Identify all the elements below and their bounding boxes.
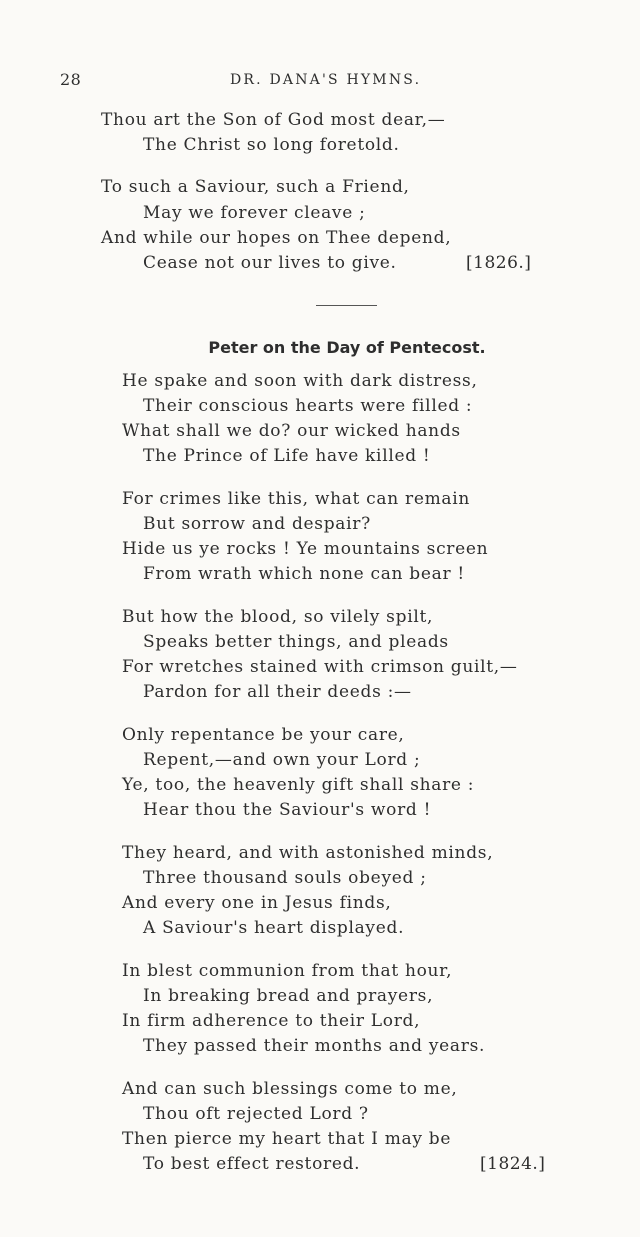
verse-line: Thou oft rejected Lord ? [143, 1104, 369, 1124]
section-divider [316, 305, 377, 306]
verse-line: In firm adherence to their Lord, [122, 1011, 421, 1031]
verse-line: For crimes like this, what can remain [122, 489, 471, 509]
running-head: DR. DANA'S HYMNS. [230, 72, 422, 88]
verse-line: He spake and soon with dark distress, [122, 371, 478, 391]
verse-line: To such a Saviour, such a Friend, [101, 177, 410, 197]
verse-line: They passed their months and years. [143, 1036, 486, 1056]
hymn-title: Peter on the Day of Pentecost. [208, 338, 486, 357]
verse-line: Ye, too, the heavenly gift shall share : [122, 775, 475, 795]
verse-line: They heard, and with astonished minds, [122, 843, 494, 863]
verse-line: Their conscious hearts were filled : [143, 396, 473, 416]
verse-line: To best effect restored. [143, 1154, 361, 1174]
verse-line: In blest communion from that hour, [122, 961, 453, 981]
verse-line: Hide us ye rocks ! Ye mountains screen [122, 539, 489, 559]
verse-line: What shall we do? our wicked hands [122, 421, 461, 441]
verse-line: Speaks better things, and pleads [143, 632, 449, 652]
verse-line: Cease not our lives to give. [143, 253, 397, 273]
verse-line: But sorrow and despair? [143, 514, 371, 534]
verse-line: Thou art the Son of God most dear,— [101, 110, 446, 130]
hymn-date: [1824.] [480, 1154, 546, 1174]
verse-line: Three thousand souls obeyed ; [143, 868, 427, 888]
verse-line: Only repentance be your care, [122, 725, 405, 745]
verse-line: And every one in Jesus finds, [122, 893, 392, 913]
verse-line: But how the blood, so vilely spilt, [122, 607, 434, 627]
verse-line: In breaking bread and prayers, [143, 986, 434, 1006]
verse-line: The Christ so long foretold. [143, 135, 400, 155]
verse-line: The Prince of Life have killed ! [143, 446, 431, 466]
verse-line: A Saviour's heart displayed. [143, 918, 405, 938]
verse-line: Pardon for all their deeds :— [143, 682, 412, 702]
hymn-date: [1826.] [466, 253, 532, 273]
verse-line: And can such blessings come to me, [122, 1079, 458, 1099]
verse-line: Then pierce my heart that I may be [122, 1129, 452, 1149]
verse-line: From wrath which none can bear ! [143, 564, 465, 584]
verse-line: And while our hopes on Thee depend, [101, 228, 452, 248]
verse-line: Repent,—and own your Lord ; [143, 750, 421, 770]
page-number: 28 [60, 70, 82, 89]
verse-line: For wretches stained with crimson guilt,— [122, 657, 518, 677]
verse-line: May we forever cleave ; [143, 203, 366, 223]
verse-line: Hear thou the Saviour's word ! [143, 800, 432, 820]
